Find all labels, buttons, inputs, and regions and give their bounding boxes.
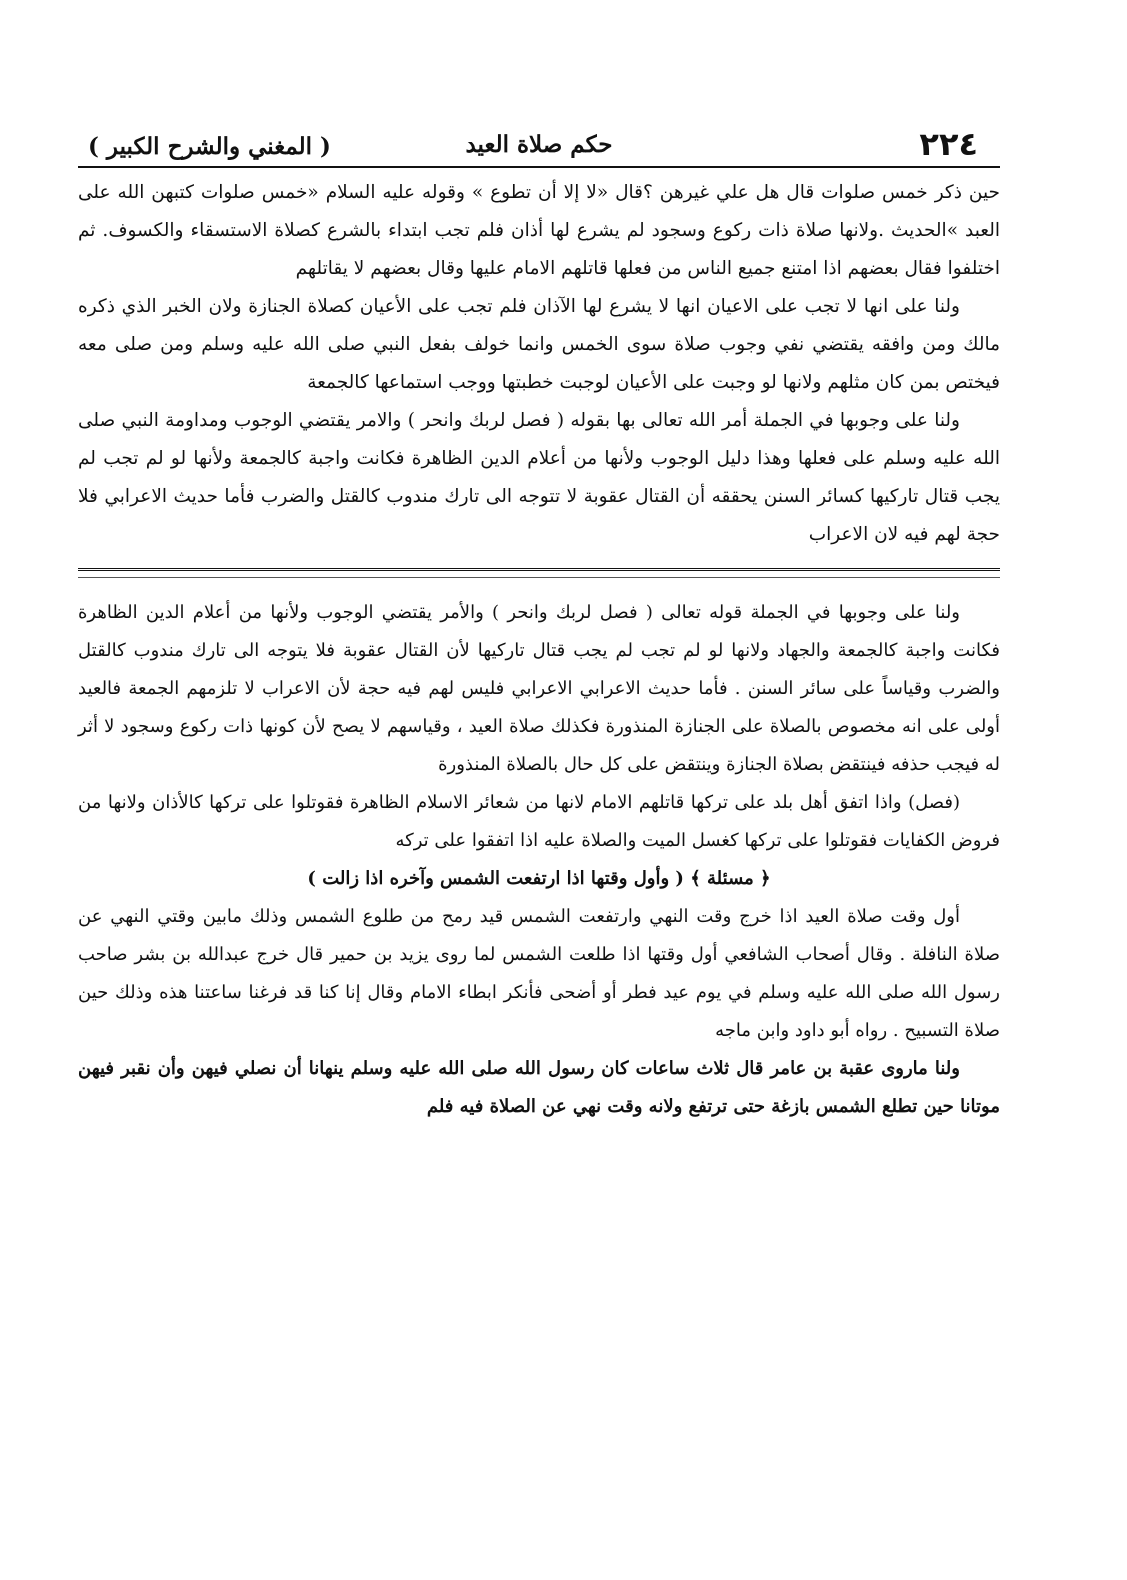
running-title: حكم صلاة العيد <box>465 131 613 158</box>
section-divider <box>78 568 1000 578</box>
commentary-text <box>78 594 1000 1126</box>
paragraph: ولنا ماروى عقبة بن عامر قال ثلاث ساعات كان رسول الله صلى الله عليه وسلم ينهانا أن نصلي فيهن وأن نقبر فيهن موتانا حين تطلع الشمس بازغة حتى ترتفع ولانه وقت نهي عن الصلاة فيه فلم <box>78 1058 1000 1117</box>
document-page <box>78 118 1000 1126</box>
page-header <box>78 118 1000 168</box>
paragraph: أول وقت صلاة العيد اذا خرج وقت النهي وارتفعت الشمس قيد رمح من طلوع الشمس وذلك مابين وقتي النهي عن صلاة النافلة . وقال أصحاب الشافعي أول وقتها اذا طلعت الشمس لما روى يزيد بن حمير قال خرج عبدالله بن بشر صاحب رسول الله صلى الله عليه وسلم في يوم عيد فطر أو أضحى فأنكر ابطاء الامام وقال إنا كنا قد فرغنا ساعتنا هذه وذلك حين صلاة التسبيح . رواه أبو داود وابن ماجه <box>78 906 1000 1041</box>
page-number: ٢٢٤ <box>919 125 978 163</box>
paragraph: حين ذكر خمس صلوات قال هل علي غيرهن ؟قال «لا إلا أن تطوع » وقوله عليه السلام «خمس صلوات كتبهن الله على العبد »الحديث .ولانها صلاة ذات ركوع وسجود لم يشرع لها أذان فلم تجب ابتداء بالشرع كصلاة الاستسقاء والكسوف. ثم اختلفوا فقال بعضهم اذا امتنع جميع الناس من فعلها قاتلهم الامام عليها وقال بعضهم لا يقاتلهم <box>78 182 1000 279</box>
paragraph: ولنا على وجوبها في الجملة قوله تعالى ( فصل لربك وانحر ) والأمر يقتضي الوجوب ولأنها من أعلام الدين الظاهرة فكانت واجبة كالجمعة والجهاد ولانها لو لم تجب لم يجب قتال تاركيها لأن القتال عقوبة فلا يتوجه الى تارك مندوب كالقتل والضرب وقياساً على سائر السنن . فأما حديث الاعرابي الاعرابي فليس لهم فيه حجة لأن الاعراب لا تلزمهم الجمعة فالعيد أولى على انه مخصوص بالصلاة على الجنازة المنذورة فكذلك صلاة العيد ، وقياسهم لا يصح لأن كونها ذات ركوع وسجود لا أثر له فيجب حذفه فينتقض بصلاة الجنازة وينتقض على كل حال بالصلاة المنذورة <box>78 602 1000 775</box>
paragraph: ولنا على انها لا تجب على الاعيان انها لا يشرع لها الآذان فلم تجب على الأعيان كصلاة الجنازة ولان الخبر الذي ذكره مالك ومن وافقه يقتضي نفي وجوب صلاة سوى الخمس وانما خولف بفعل النبي صلى الله عليه وسلم ومن صلى معه فيختص بمن كان مثلهم ولانها لو وجبت على الأعيان لوجبت خطبتها ووجب استماعها كالجمعة <box>78 296 1000 393</box>
book-title: ( المغني والشرح الكبير ) <box>88 133 331 160</box>
paragraph: (فصل) واذا اتفق أهل بلد على تركها قاتلهم الامام لانها من شعائر الاسلام الظاهرة فقوتلوا على تركها كالأذان ولانها من فروض الكفايات فقوتلوا على تركها كغسل الميت والصلاة عليه اذا اتفقوا على تركه <box>78 792 1000 851</box>
main-text <box>78 174 1000 554</box>
masala-heading: ﴿ مسئلة ﴾ ( وأول وقتها اذا ارتفعت الشمس وآخره اذا زالت ) <box>307 868 771 889</box>
paragraph: ولنا على وجوبها في الجملة أمر الله تعالى بها بقوله ( فصل لربك وانحر ) والامر يقتضي الوجوب ومداومة النبي صلى الله عليه وسلم على فعلها وهذا دليل الوجوب ولأنها من أعلام الدين الظاهرة فكانت واجبة كالجمعة ولأنها لو لم تجب لم يجب قتال تاركيها كسائر السنن يحققه أن القتال عقوبة لا تتوجه الى تارك مندوب كالقتل والضرب فأما حديث الاعرابي فلا حجة لهم فيه لان الاعراب <box>78 410 1000 545</box>
